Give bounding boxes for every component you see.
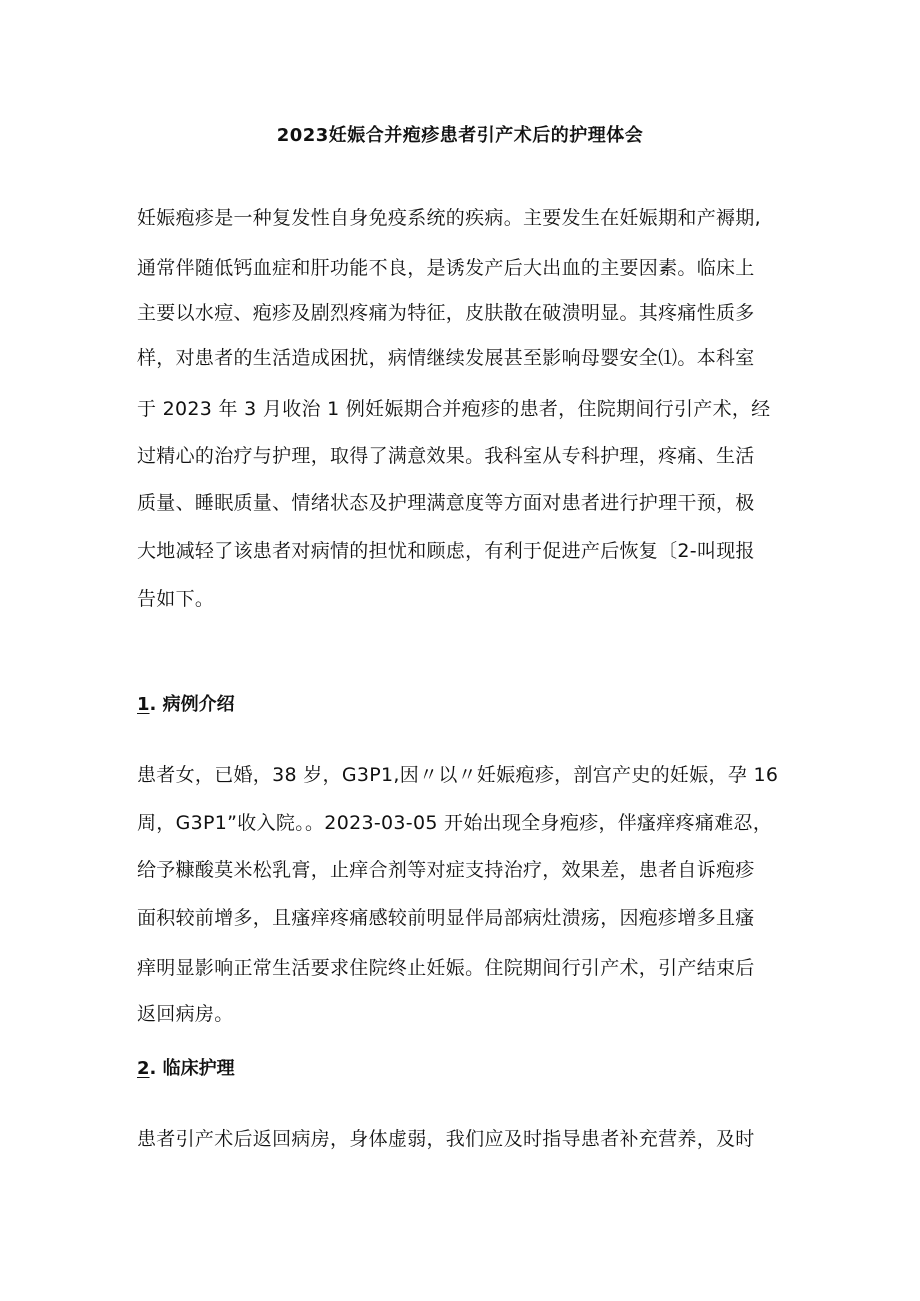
intro-line: 大地减轻了该患者对病情的担忧和顾虑，有利于促进产后恢复〔2-叫现报 bbox=[137, 540, 755, 562]
case-line: 面积较前增多，且瘙痒疼痛感较前明显伴局部病灶溃疡，因疱疹增多且瘙 bbox=[137, 907, 755, 929]
intro-line: 告如下。 bbox=[137, 588, 215, 610]
case-line: 给予糠酸莫米松乳膏，止痒合剂等对症支持治疗，效果差，患者自诉疱疹 bbox=[137, 859, 755, 881]
section-heading-clinical-care bbox=[137, 1056, 235, 1082]
case-line: 患者女，已婚，38 岁，G3P1,因〃以〃妊娠疱疹，剖宫产史的妊娠，孕 16 bbox=[137, 764, 779, 786]
intro-line: 质量、睡眠质量、情绪状态及护理满意度等方面对患者进行护理干预，极 bbox=[137, 492, 755, 514]
case-line: 返回病房。 bbox=[137, 1003, 234, 1025]
intro-line: 主要以水痘、疱疹及剧烈疼痛为特征，皮肤散在破溃明显。其疼痛性质多 bbox=[137, 302, 755, 324]
intro-line: 样，对患者的生活造成困扰，病情继续发展甚至影响母婴安全⑴。本科室 bbox=[137, 347, 755, 369]
intro-line: 通常伴随低钙血症和肝功能不良，是诱发产后大出血的主要因素。临床上 bbox=[137, 257, 755, 279]
document-title: 2023妊娠合并疱疹患者引产术后的护理体会 bbox=[276, 125, 644, 146]
section-title: . 病例介绍 bbox=[149, 694, 235, 715]
care-line: 患者引产术后返回病房，身体虚弱，我们应及时指导患者补充营养，及时 bbox=[137, 1128, 755, 1150]
section-title: . 临床护理 bbox=[149, 1058, 235, 1079]
intro-line: 过精心的治疗与护理，取得了满意效果。我科室从专科护理，疼痛、生活 bbox=[137, 445, 755, 467]
section-number: 2 bbox=[137, 1058, 150, 1079]
intro-line: 妊娠疱疹是一种复发性自身免疫系统的疾病。主要发生在妊娠期和产褥期, bbox=[137, 207, 761, 229]
case-line: 周，G3P1”收入院。。2023-03-05 开始出现全身疱疹，伴瘙痒疼痛难忍， bbox=[137, 812, 773, 834]
section-number: 1 bbox=[137, 694, 150, 715]
case-line: 痒明显影响正常生活要求住院终止妊娠。住院期间行引产术，引产结束后 bbox=[137, 957, 755, 979]
section-heading-case-intro bbox=[137, 692, 235, 718]
intro-line: 于 2023 年 3 月收治 1 例妊娠期合并疱疹的患者，住院期间行引产术，经 bbox=[137, 398, 771, 420]
